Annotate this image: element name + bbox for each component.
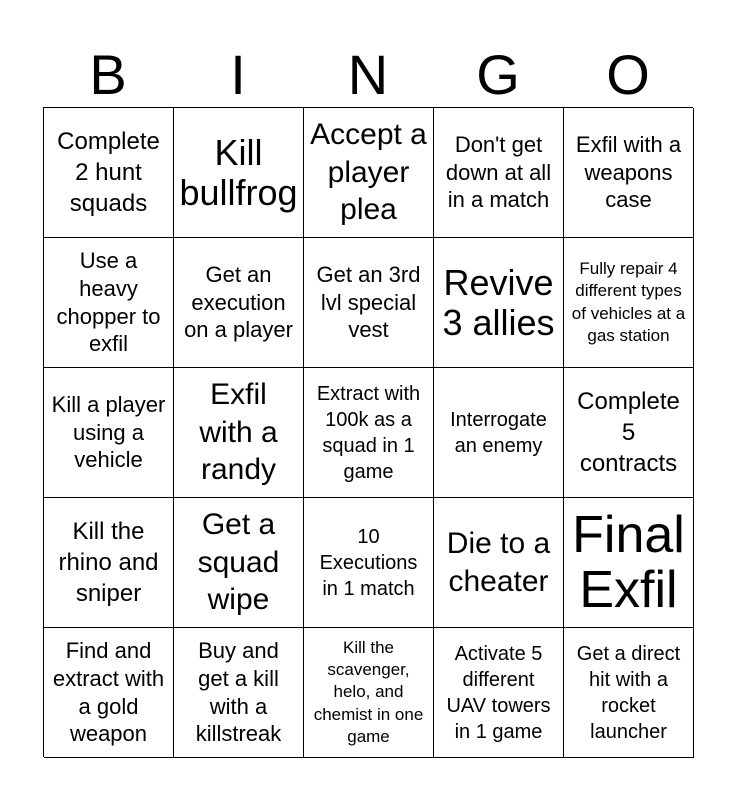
header-letter-i: I bbox=[230, 43, 246, 106]
bingo-cell[interactable]: Buy and get a kill with a killstreak bbox=[174, 628, 304, 758]
header-letter-g: G bbox=[476, 43, 520, 106]
bingo-cell[interactable]: Get an 3rd lvl special vest bbox=[304, 238, 434, 368]
bingo-cell[interactable]: Kill bullfrog bbox=[174, 108, 304, 238]
bingo-cell[interactable]: Get an execution on a player bbox=[174, 238, 304, 368]
header-letter-o: O bbox=[606, 43, 650, 106]
bingo-cell[interactable]: Kill the scavenger, helo, and chemist in one game bbox=[304, 628, 434, 758]
bingo-cell[interactable]: Exfil with a randy bbox=[174, 368, 304, 498]
bingo-cell[interactable]: Die to a cheater bbox=[434, 498, 564, 628]
bingo-cell[interactable]: 10 Executions in 1 match bbox=[304, 498, 434, 628]
bingo-cell[interactable]: Kill the rhino and sniper bbox=[44, 498, 174, 628]
bingo-cell[interactable]: Fully repair 4 different types of vehicles at a gas station bbox=[564, 238, 694, 368]
bingo-cell[interactable]: Activate 5 different UAV towers in 1 game bbox=[434, 628, 564, 758]
bingo-cell[interactable]: Revive 3 allies bbox=[434, 238, 564, 368]
header-letter-n: N bbox=[347, 43, 389, 106]
bingo-cell[interactable]: Accept a player plea bbox=[304, 108, 434, 238]
bingo-grid bbox=[43, 107, 693, 757]
header-letter-b: B bbox=[89, 43, 127, 106]
bingo-cell[interactable]: Complete 5 contracts bbox=[564, 368, 694, 498]
bingo-cell[interactable]: Complete 2 hunt squads bbox=[44, 108, 174, 238]
bingo-cell[interactable]: Get a direct hit with a rocket launcher bbox=[564, 628, 694, 758]
bingo-cell[interactable]: Interrogate an enemy bbox=[434, 368, 564, 498]
bingo-cell[interactable]: Extract with 100k as a squad in 1 game bbox=[304, 368, 434, 498]
bingo-cell[interactable]: Kill a player using a vehicle bbox=[44, 368, 174, 498]
bingo-cell[interactable]: Final Exfil bbox=[564, 498, 694, 628]
bingo-cell[interactable]: Find and extract with a gold weapon bbox=[44, 628, 174, 758]
bingo-cell[interactable]: Get a squad wipe bbox=[174, 498, 304, 628]
bingo-cell[interactable]: Use a heavy chopper to exfil bbox=[44, 238, 174, 368]
bingo-header bbox=[43, 44, 693, 106]
bingo-cell[interactable]: Don't get down at all in a match bbox=[434, 108, 564, 238]
bingo-cell[interactable]: Exfil with a weapons case bbox=[564, 108, 694, 238]
